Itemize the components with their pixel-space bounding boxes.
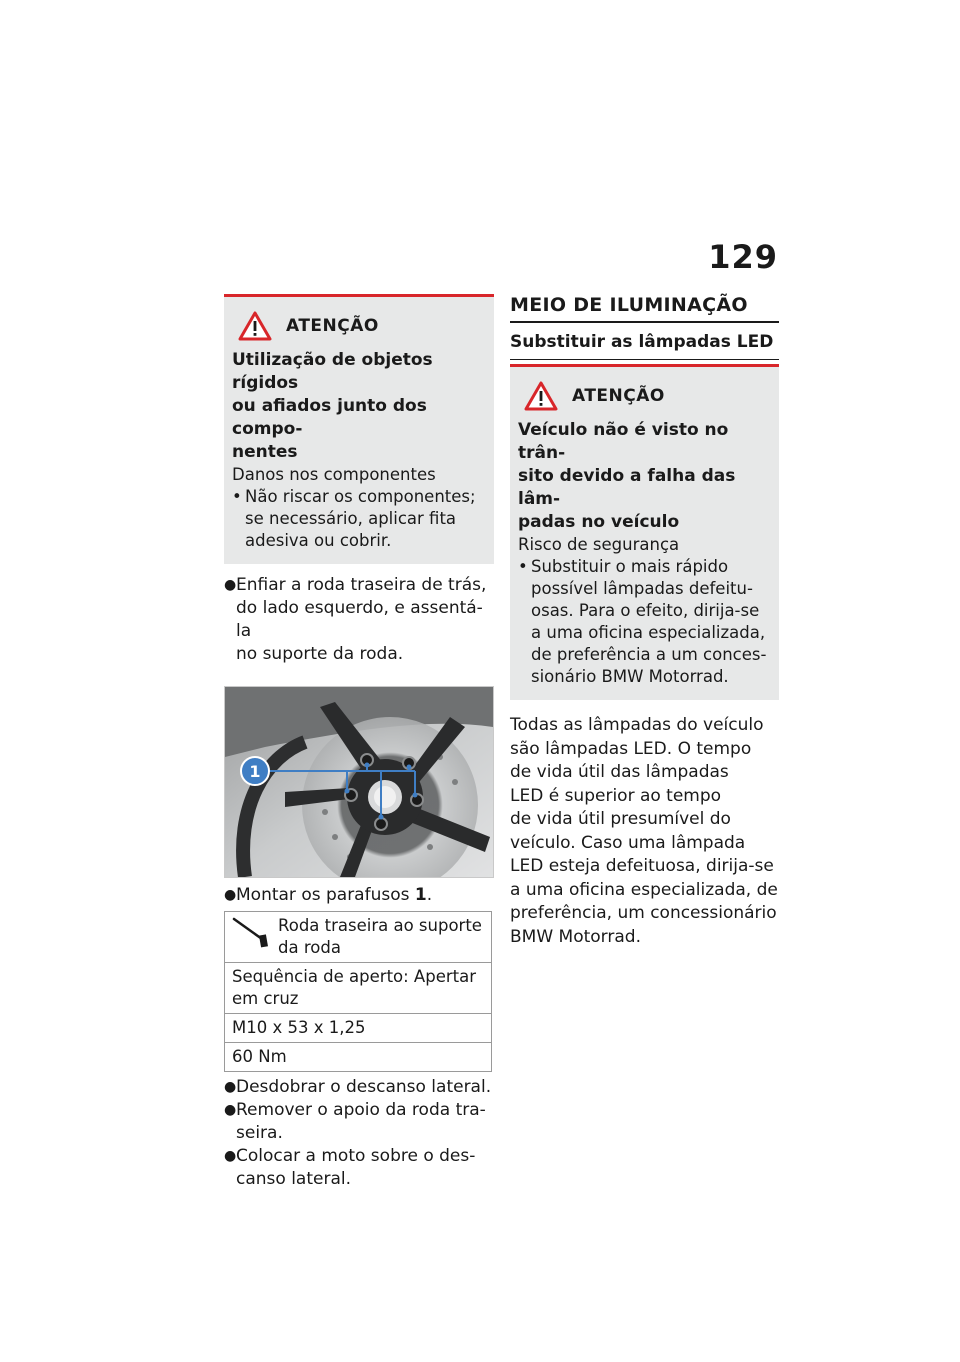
spec-torque-cell: 60 Nm [225, 1043, 492, 1072]
warning-box-components [224, 294, 494, 564]
warning-bullet-line: Não riscar os componentes; [245, 487, 476, 506]
warning-bullet-line: possível lâmpadas defeitu- [531, 579, 753, 598]
warning-bullet-line: Substituir o mais rápido [531, 557, 729, 576]
torque-spec-table [224, 911, 492, 1072]
right-column [510, 294, 779, 949]
body-line: LED é superior ao tempo [510, 785, 722, 806]
warning-bullet-line: sionário BMW Motorrad. [531, 667, 729, 686]
warning-risk: Risco de segurança [518, 535, 680, 554]
bullet-dot-icon: ● [224, 1079, 237, 1095]
body-line: de vida útil das lâmpadas [510, 762, 729, 782]
spec-sequence-cell [225, 963, 492, 1014]
spec-sequence-line: em cruz [232, 989, 299, 1008]
spec-sequence-line: Sequência de aperto: Apertar [232, 967, 476, 986]
left-column [224, 294, 494, 1191]
subsection-title: Substituir as lâmpadas LED [510, 323, 779, 360]
bullet-dot-icon: ● [224, 577, 237, 593]
step-remove-wheel-support [224, 1099, 494, 1145]
body-line: são lâmpadas LED. O tempo [510, 738, 752, 759]
step-place-on-stand [224, 1145, 494, 1191]
warning-title: ATENÇÃO [572, 386, 665, 406]
torque-wrench-icon [232, 915, 272, 949]
warning-subtitle-line: ou afiados junto dos compo- [232, 396, 427, 439]
section-title: MEIO DE ILUMINAÇÃO [510, 294, 779, 323]
callout-reference: 1 [414, 885, 427, 905]
bullet-dot-icon: • [232, 487, 242, 506]
bullet-dot-icon: ● [224, 1148, 237, 1164]
rear-wheel-illustration [225, 687, 493, 877]
warning-subtitle-line: nentes [232, 442, 298, 462]
step-insert-wheel [224, 574, 494, 666]
step-line: Colocar a moto sobre o des- [236, 1146, 476, 1166]
warning-title: ATENÇÃO [286, 316, 379, 336]
step-line: seira. [236, 1123, 283, 1143]
warning-box-led [510, 364, 779, 700]
page-number: 129 [708, 238, 778, 276]
warning-bullet [518, 556, 769, 688]
body-line: veículo. Caso uma lâmpada [510, 832, 746, 853]
warning-subtitle-line: Utilização de objetos rígidos [232, 350, 433, 393]
spec-thread-row [225, 1014, 492, 1043]
spec-title-line: da roda [278, 938, 341, 957]
spec-sequence-row [225, 963, 492, 1014]
steps-after-list [224, 1076, 494, 1191]
body-line: BMW Motorrad. [510, 926, 641, 947]
warning-bullet [232, 486, 484, 552]
step-line: Remover o apoio da roda tra- [236, 1100, 486, 1120]
body-line: de vida útil presumível do [510, 809, 731, 829]
step-line: Desdobrar o descanso lateral. [236, 1077, 492, 1097]
spec-torque-row [225, 1043, 492, 1072]
warning-risk: Danos nos componentes [232, 465, 436, 484]
warning-subtitle [232, 349, 484, 464]
body-line: LED esteja defeituosa, dirija-se [510, 856, 774, 876]
warning-triangle-icon [238, 311, 272, 341]
warning-header [232, 311, 484, 341]
warning-triangle-icon [524, 381, 558, 411]
spec-title-row [225, 912, 492, 963]
warning-subtitle-line: padas no veículo [518, 512, 680, 532]
step-line: do lado esquerdo, e assentá-la [236, 598, 483, 641]
body-line: preferência, um concessionário [510, 903, 777, 923]
body-line: a uma oficina especializada, de [510, 879, 778, 900]
warning-subtitle-line: sito devido a falha das lâm- [518, 466, 736, 509]
step-unfold-stand [224, 1076, 494, 1099]
bullet-dot-icon: ● [224, 887, 237, 903]
warning-header [518, 381, 769, 411]
led-body-paragraph [510, 714, 779, 949]
warning-bullet-line: a uma oficina especializada, [531, 623, 766, 642]
step-line: Enfiar a roda traseira de trás, [236, 575, 487, 595]
callout-number: 1 [249, 762, 261, 781]
warning-subtitle [518, 419, 769, 534]
step-text-end: . [426, 885, 433, 905]
warning-bullet-line: de preferência a um conces- [531, 645, 767, 664]
spec-title-cell [225, 912, 492, 963]
step-text: Montar os parafusos [236, 885, 415, 905]
bullet-dot-icon: • [518, 557, 528, 576]
body-line: Todas as lâmpadas do veículo [510, 715, 764, 735]
bullet-dot-icon: ● [224, 1102, 237, 1118]
step-line: no suporte da roda. [236, 644, 404, 664]
rear-wheel-photo [224, 686, 494, 878]
warning-subtitle-line: Veículo não é visto no trân- [518, 420, 729, 463]
step-mount-bolts [224, 884, 494, 907]
warning-bullet-line: osas. Para o efeito, dirija-se [531, 601, 760, 620]
step-line: canso lateral. [236, 1169, 351, 1189]
spec-thread-cell: M10 x 53 x 1,25 [225, 1014, 492, 1043]
warning-bullet-line: adesiva ou cobrir. [245, 531, 392, 550]
spec-title-line: Roda traseira ao suporte [278, 916, 482, 935]
warning-bullet-line: se necessário, aplicar fita [245, 509, 457, 528]
